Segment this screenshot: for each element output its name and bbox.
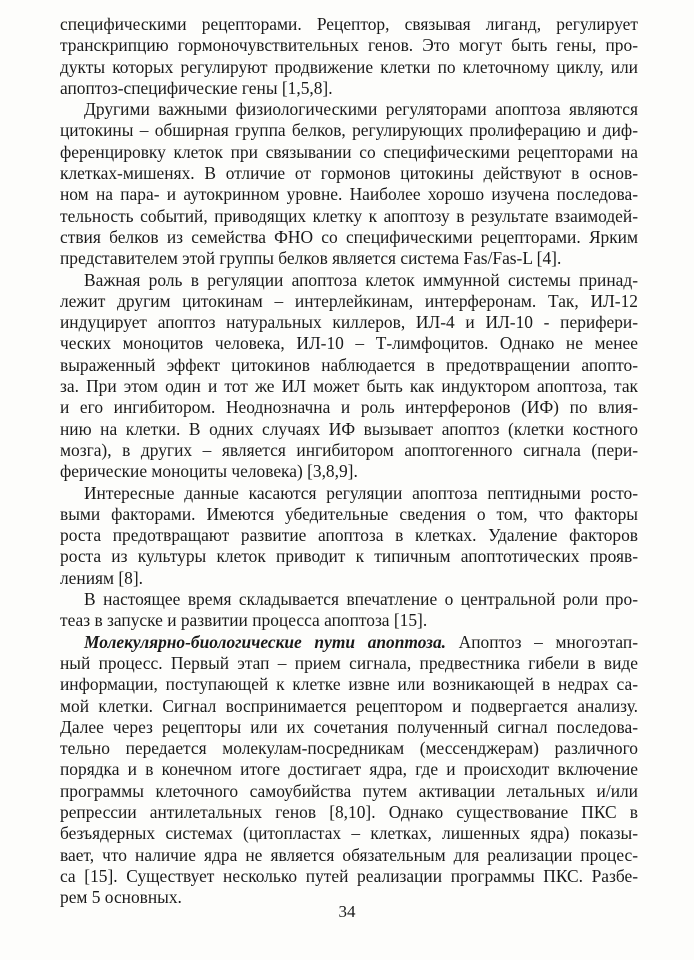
text-line: вает, что наличие ядра не является обязательным для реализации процес- — [60, 844, 638, 865]
text-line: репрессии антилетальных генов [8,10]. Однако существование ПКС в — [60, 801, 638, 822]
text-line: специфическими рецепторами. Рецептор, связывая лиганд, регулирует — [60, 14, 638, 34]
heading-line — [60, 632, 638, 653]
text-line: ствия белков из семейства ФНО со специфическими рецепторами. Ярким — [60, 226, 638, 247]
text-line: Другими важными физиологическими регуляторами апоптоза являются — [84, 99, 638, 120]
paragraph — [60, 589, 638, 632]
page-number: 34 — [338, 902, 356, 921]
heading-line-rest: Апоптоз – многоэтап- — [446, 631, 638, 652]
text-line: мозга), в других – является ингибитором апоптогенного сигнала (пери- — [60, 439, 638, 460]
text-line: программы клеточного самоубийства путем активации летальных и/или — [60, 780, 638, 801]
text-line: клетках-мишенях. В отличие от гормонов цитокины действуют в основ- — [60, 163, 638, 184]
text-line: транскрипцию гормоночувствительных генов. Это могут быть гены, про- — [60, 35, 638, 56]
text-line: тельно передается молекулам-посредникам (мессенджерам) различного — [60, 738, 638, 759]
text-line: лениям [8]. — [60, 567, 143, 588]
text-line: безъядерных системах (цитопластах – клетках, лишенных ядра) показы- — [60, 823, 638, 844]
text-line: тельность событий, приводящих клетку к апоптозу в результате взаимодей- — [60, 205, 638, 226]
text-line: рем 5 основных. — [60, 887, 182, 908]
text-line: роста из культуры клеток приводит к типичным апоптотических прояв- — [60, 546, 638, 567]
text-line: мой клетки. Сигнал воспринимается рецептором и подвергается анализу. — [60, 695, 638, 716]
text-line: са [15]. Существует несколько путей реализации программы ПКС. Разбе- — [60, 865, 638, 886]
text-line: ный процесс. Первый этап – прием сигнала, предвестника гибели в виде — [60, 652, 638, 673]
text-line: цитокины – обширная группа белков, регулирующих пролиферацию и диф- — [60, 120, 638, 141]
text-line: порядка и в конечном итоге достигает ядра, где и происходит включение — [60, 759, 638, 780]
text-line: ферические моноциты человека) [3,8,9]. — [60, 461, 358, 482]
paragraph — [60, 14, 638, 99]
paragraph — [60, 270, 638, 483]
text-line: Важная роль в регуляции апоптоза клеток иммунной системы принад- — [84, 269, 638, 290]
text-line: теаз в запуске и развитии процесса апоптоза [15]. — [60, 610, 428, 631]
text-line: выраженный эффект цитокинов наблюдается в предотвращении апопто- — [60, 354, 638, 375]
text-line: апоптоз-специфические гены [1,5,8]. — [60, 77, 333, 98]
body-text — [60, 14, 638, 908]
text-line: роста предотвращают развитие апоптоза в клетках. Удаление факторов — [60, 525, 638, 546]
text-line: В настоящее время складывается впечатление о центральной роли про- — [84, 589, 638, 610]
text-line: ческих моноцитов человека, ИЛ-10 – Т-лимфоцитов. Однако не менее — [60, 333, 638, 354]
section-heading: Молекулярно-биологические пути апоптоза. — [84, 631, 447, 652]
text-line: и его ингибитором. Неоднозначна и роль интерферонов (ИФ) по влия- — [60, 397, 638, 418]
text-line: дукты которых регулируют продвижение клетки по клеточному циклу, или — [60, 56, 638, 77]
text-line: ференцировку клеток при связывании со специфическими рецепторами на — [60, 141, 638, 162]
text-line: информации, поступающей к клетке извне или возникающей в недрах са- — [60, 674, 638, 695]
text-line: за. При этом один и тот же ИЛ может быть как индуктором апоптоза, так — [60, 376, 638, 397]
text-line: представителем этой группы белков является система Fas/Fas-L [4]. — [60, 248, 562, 269]
paragraph — [60, 483, 638, 589]
text-line: лежит другим цитокинам – интерлейкинам, интерферонам. Так, ИЛ-12 — [60, 290, 638, 311]
text-line: ном на пара- и аутокринном уровне. Наиболее хорошо изучена последова- — [60, 184, 638, 205]
paragraph — [60, 632, 638, 909]
text-line: выми факторами. Имеются убедительные сведения о том, что факторы — [60, 503, 638, 524]
text-line: Далее через рецепторы или их сочетания полученный сигнал последова- — [60, 716, 638, 737]
text-line: Интересные данные касаются регуляции апоптоза пептидными росто- — [84, 482, 638, 503]
paragraph — [60, 99, 638, 269]
text-line: индуцирует апоптоз натуральных киллеров, ИЛ-4 и ИЛ-10 - перифери- — [60, 312, 638, 333]
text-line: нию на клетки. В одних случаях ИФ вызывает апоптоз (клетки костного — [60, 418, 638, 439]
